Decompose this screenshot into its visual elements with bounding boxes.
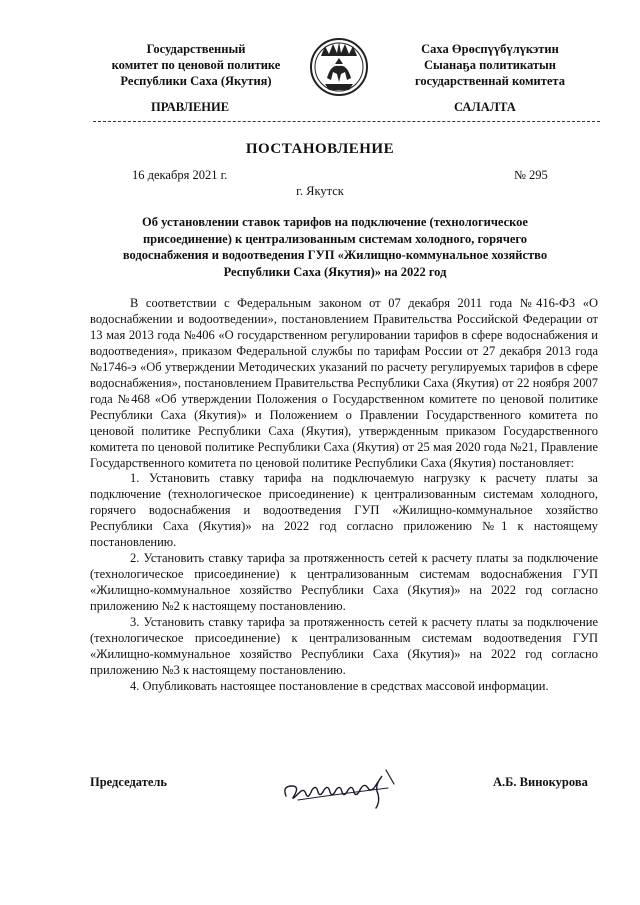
document-city: г. Якутск <box>296 184 344 198</box>
header-right-line-3: государственнай комитета <box>415 74 565 88</box>
header-right-block <box>385 41 595 89</box>
decision-item-2: 2. Установить ставку тарифа за протяженность сетей к расчету платы за подключение (технологическое присоединение) к централизованным системам водоснабжения ГУП «Жилищно-коммунальное хозяйство Республики Саха (Якутия)» на 2022 год согласно приложению №2 к настоящему постановлению. <box>90 551 598 614</box>
header-divider <box>93 121 600 122</box>
document-body <box>90 296 598 695</box>
decision-item-3: 3. Установить ставку тарифа за протяженность сетей к расчету платы за подключение (технологическое присоединение) к централизованным системам водоотведения ГУП «Жилищно-коммунальное хозяйство Республики Саха (Якутия)» на 2022 год согласно приложению №3 к настоящему постановлению. <box>90 615 598 677</box>
document-subject: Об установлении ставок тарифов на подключение (технологическое присоединение) к централизованным системам холодного, горячего водоснабжения и водоотведения ГУП «Жилищно-коммунальное хозяйство Республики Саха (Якутия)» на 2022 год <box>122 215 548 279</box>
signer-name: А.Б. Винокурова <box>493 775 588 789</box>
header-left-line-2: комитет по ценовой политике <box>111 58 281 72</box>
document-date: 16 декабря 2021 г. <box>132 168 228 182</box>
header-right-line-2: Сыанаҕа политикатын <box>424 58 556 72</box>
preamble-paragraph: В соответствии с Федеральным законом от 07 декабря 2011 года №416-ФЗ «О водоснабжении и водоотведении», постановлением Правительства Российской Федерации от 13 мая 2013 года №406 «О государственном регулировании тарифов в сфере водоснабжения и водоотведения», приказом Федеральной службы по тарифам России от 27 декабря 2013 года №1746-э «Об утверждении Методических указаний по расчету регулируемых тарифов в сфере водоснабжения», постановлением Правительства Республики Саха (Якутия) от 22 ноября 2007 года №468 «Об утверждении Положения о Государственном комитете по ценовой политике Республики Саха (Якутия)» и Положением о Правлении Государственного комитета по ценовой политике Республики Саха (Якутия), утвержденным приказом Государственного комитета по ценовой политике Республики Саха (Якутия) от 25 мая 2020 года №21, Правление Государственного комитета по ценовой политике Республики Саха (Якутия) постановляет: <box>90 296 598 470</box>
document-title: ПОСТАНОВЛЕНИЕ <box>245 141 395 157</box>
board-label-ru: ПРАВЛЕНИЕ <box>151 100 230 114</box>
header-left-block <box>96 41 296 89</box>
handwritten-signature <box>278 762 408 812</box>
header-right-line-1: Саха Өрөспүүбүлүкэтин <box>421 42 559 56</box>
signer-title: Председатель <box>90 775 168 789</box>
board-label-sah: САЛАЛТА <box>454 100 516 114</box>
decision-item-4: 4. Опубликовать настоящее постановление в средствах массовой информации. <box>130 678 549 693</box>
header-left-line-1: Государственный <box>146 42 246 56</box>
coat-of-arms-emblem <box>309 34 369 100</box>
document-number: № 295 <box>514 168 548 182</box>
header-left-line-3: Республики Саха (Якутия) <box>120 74 272 88</box>
decision-item-1: 1. Установить ставку тарифа на подключаемую нагрузку к расчету платы за подключение (технологическое присоединение) к централизованным системам холодного, горячего водоснабжения и водоотведения ГУП «Жилищно-коммунальное хозяйство Республики Саха (Якутия)» на 2022 год согласно приложению №1 к настоящему постановлению. <box>90 471 598 550</box>
